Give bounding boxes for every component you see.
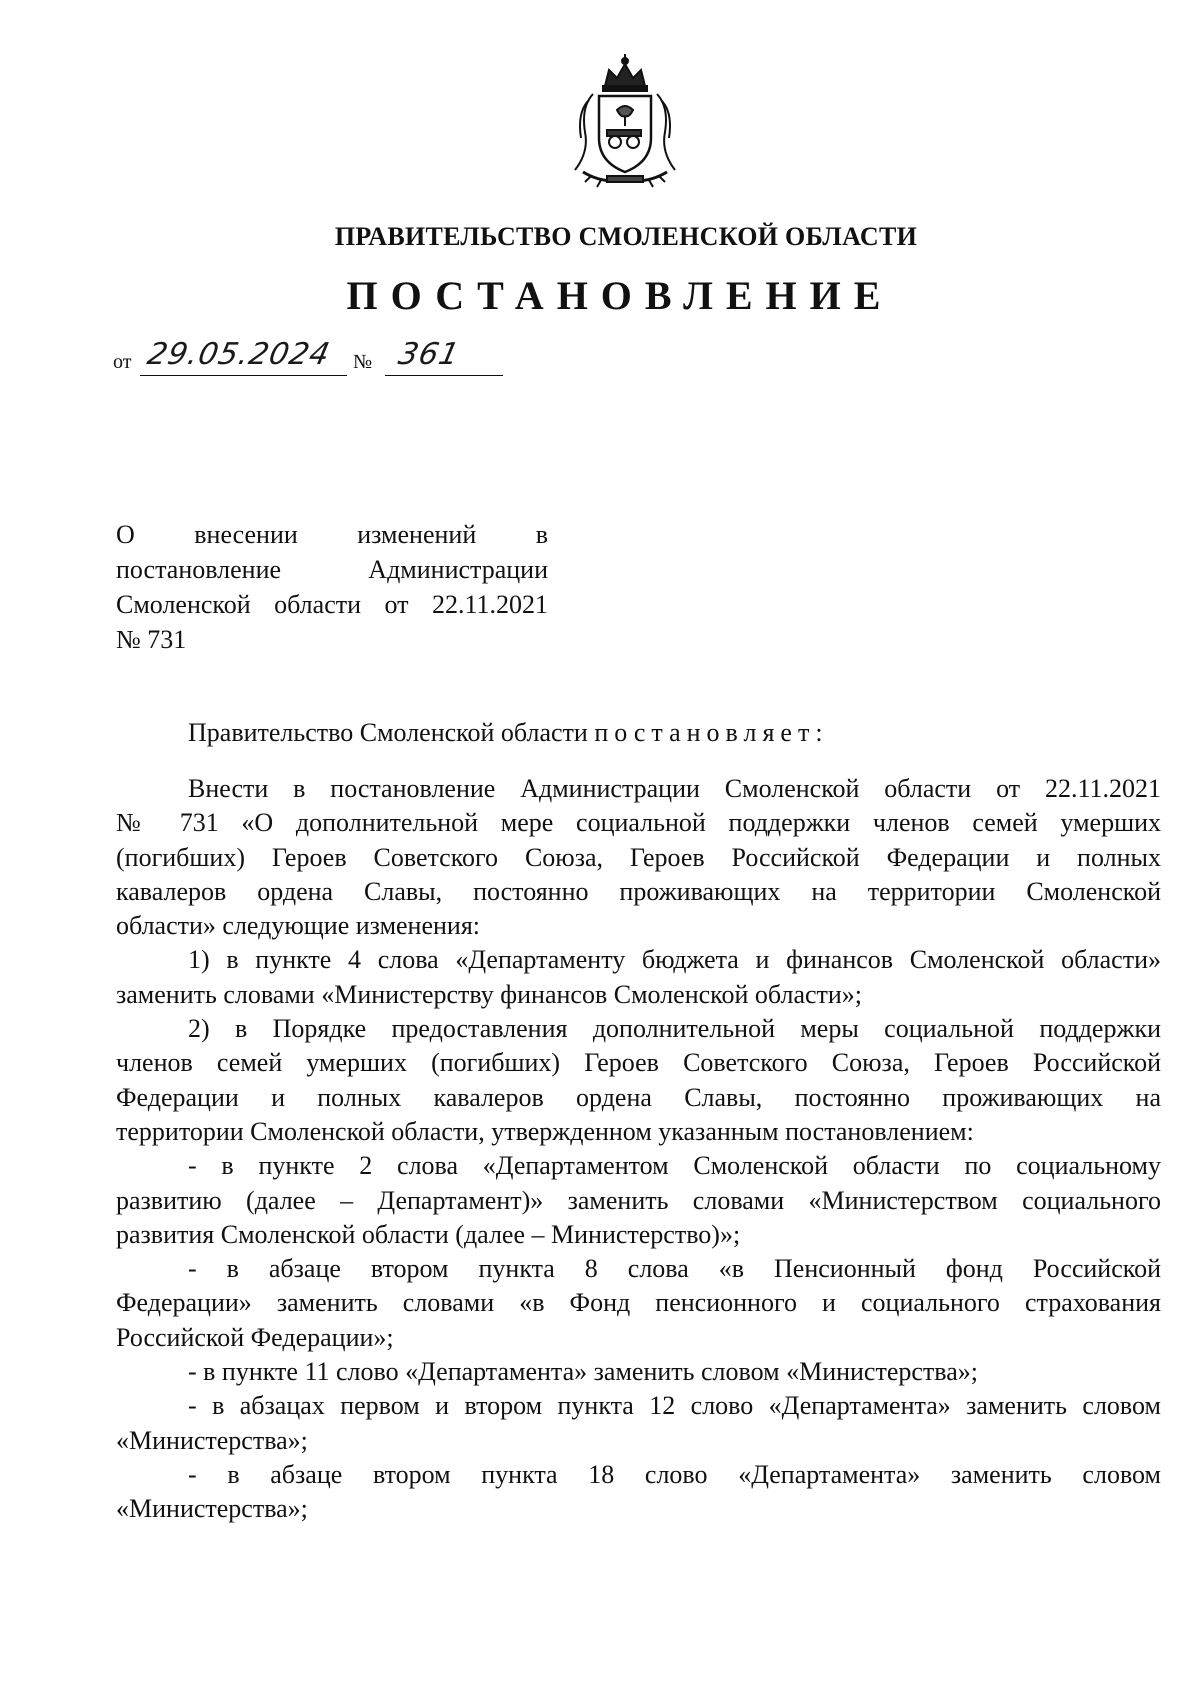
- date-underline: [140, 375, 347, 376]
- body-line: заменить словами «Министерству финансов Смоленской области»;: [116, 979, 863, 1009]
- number-underline: [385, 375, 503, 376]
- handwritten-number: 361: [395, 337, 463, 372]
- body-line: Российской Федерации»;: [116, 1322, 394, 1352]
- subject-line: постановление Администрации: [116, 555, 548, 584]
- subject-line: Смоленской области от 22.11.2021: [116, 590, 548, 619]
- preamble-resolves: постановляет:: [594, 718, 829, 747]
- document-body: [116, 772, 1161, 1527]
- body-line: развитию (далее – Департамент)» заменить словами «Министерством социального: [116, 1185, 1161, 1215]
- body-line: территории Смоленской области, утвержденном указанным постановлением:: [116, 1116, 974, 1146]
- coat-of-arms-emblem: [563, 52, 688, 192]
- body-line: - в абзаце втором пункта 18 слово «Департамента» заменить словом: [188, 1459, 1161, 1489]
- date-from-label: от: [113, 351, 132, 373]
- body-line: области» следующие изменения:: [116, 911, 481, 941]
- body-line: № 731 «О дополнительной мере социальной поддержки членов семей умерших: [116, 808, 1161, 838]
- body-line: (погибших) Героев Советского Союза, Героев Российской Федерации и полных: [116, 842, 1161, 872]
- body-line: «Министерства»;: [116, 1494, 308, 1524]
- body-line: «Министерства»;: [116, 1425, 308, 1455]
- handwritten-date: 29.05.2024: [144, 337, 334, 372]
- preamble: [188, 718, 829, 748]
- body-line: - в пункте 2 слова «Департаментом Смоленской области по социальному: [188, 1151, 1161, 1181]
- subject-line: О внесении изменений в: [116, 520, 548, 549]
- preamble-text: Правительство Смоленской области: [188, 718, 595, 747]
- body-line: кавалеров ордена Славы, постоянно проживающих на территории Смоленской: [116, 876, 1161, 906]
- body-line: 2) в Порядке предоставления дополнительной меры социальной поддержки: [188, 1014, 1161, 1044]
- document-subject: [116, 517, 548, 657]
- body-line: - в пункте 11 слово «Департамента» заменить словом «Министерства»;: [188, 1357, 978, 1387]
- body-line: Внести в постановление Администрации Смоленской области от 22.11.2021: [188, 774, 1161, 803]
- subject-line: № 731: [116, 625, 187, 654]
- body-line: развития Смоленской области (далее – Министерство)»;: [116, 1219, 741, 1249]
- body-line: - в абзаце втором пункта 8 слова «в Пенсионный фонд Российской: [188, 1254, 1161, 1284]
- body-line: - в абзацах первом и втором пункта 12 слово «Департамента» заменить словом: [188, 1391, 1161, 1421]
- body-line: 1) в пункте 4 слова «Департаменту бюджета и финансов Смоленской области»: [188, 945, 1161, 975]
- organization-title: ПРАВИТЕЛЬСТВО СМОЛЕНСКОЙ ОБЛАСТИ: [334, 222, 918, 251]
- document-type-title: ПОСТАНОВЛЕНИЕ: [346, 273, 894, 318]
- body-line: Федерации и полных кавалеров ордена Славы, постоянно проживающих на: [116, 1082, 1161, 1112]
- date-number-line: [113, 334, 533, 384]
- body-line: Федерации» заменить словами «в Фонд пенсионного и социального страхования: [116, 1288, 1161, 1318]
- number-label: №: [353, 351, 373, 373]
- body-line: членов семей умерших (погибших) Героев Советского Союза, Героев Российской: [116, 1048, 1161, 1078]
